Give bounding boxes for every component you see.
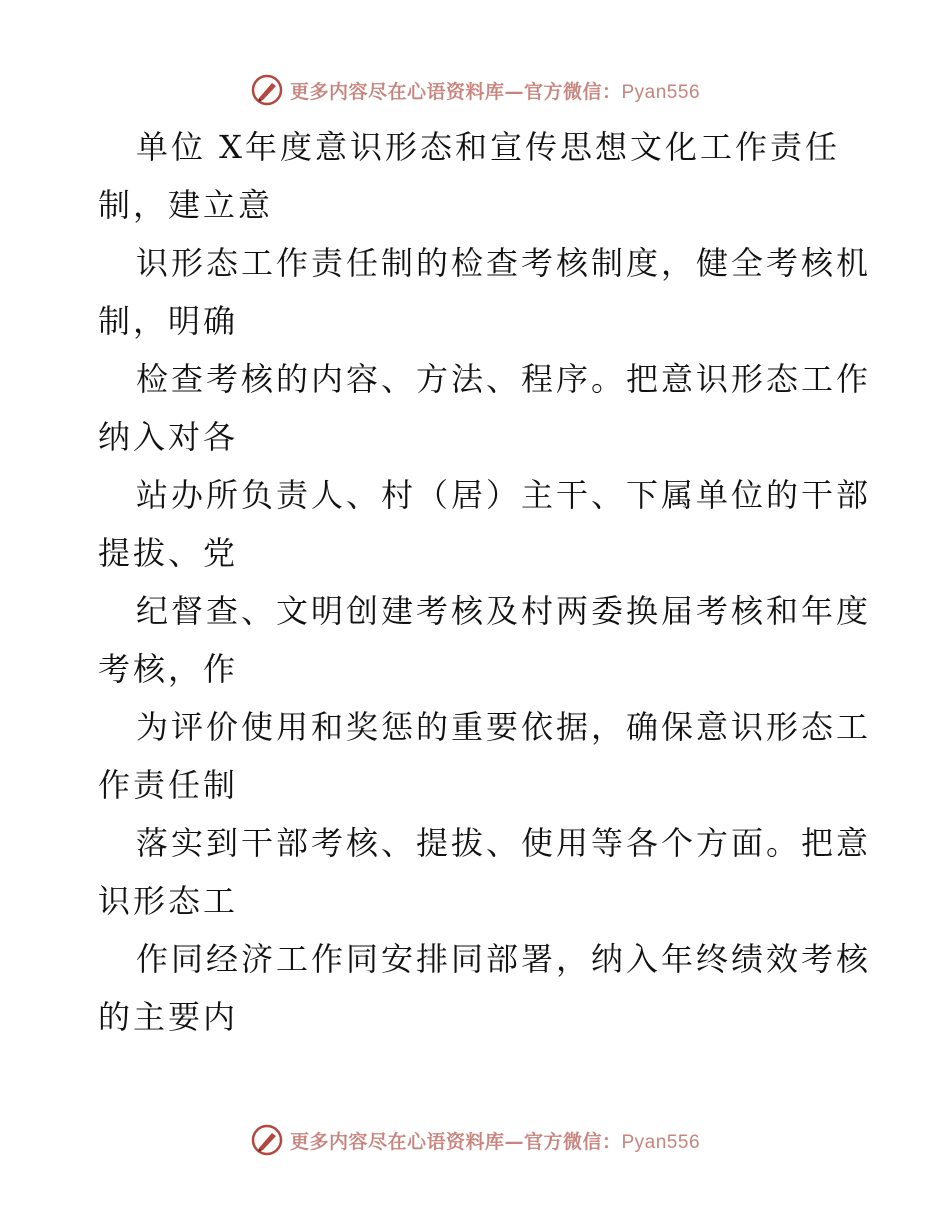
paragraph-line: 落实到干部考核、提拔、使用等各个方面。把意 bbox=[136, 824, 872, 862]
paragraph-line: 检查考核的内容、方法、程序。把意识形态工作 bbox=[136, 360, 872, 398]
paragraph-2 bbox=[98, 234, 872, 350]
paragraph-line: 为评价使用和奖惩的重要依据，确保意识形态工 bbox=[136, 708, 872, 746]
paragraph-line: 纳入对各 bbox=[98, 418, 239, 456]
paragraph-line: 纪督查、文明创建考核及村两委换届考核和年度 bbox=[136, 592, 872, 630]
paragraph-line: 的主要内 bbox=[98, 998, 239, 1036]
paragraph-line: 站办所负责人、村（居）主干、下属单位的干部 bbox=[136, 476, 872, 514]
footer-banner-text bbox=[290, 1127, 700, 1154]
pen-circle-icon bbox=[250, 1123, 284, 1157]
paragraph-line: 识形态工 bbox=[98, 882, 239, 920]
paragraph-line: 考核，作 bbox=[98, 650, 239, 688]
paragraph-7 bbox=[98, 814, 872, 930]
document-body bbox=[98, 118, 872, 1046]
paragraph-8 bbox=[98, 930, 872, 1046]
footer-banner-label: 更多内容尽在心语资料库—官方微信： bbox=[289, 1130, 622, 1153]
footer-banner-id: Pyan556 bbox=[621, 1131, 701, 1153]
paragraph-4 bbox=[98, 466, 872, 582]
paragraph-3 bbox=[98, 350, 872, 466]
paragraph-1 bbox=[98, 118, 858, 234]
paragraph-line: 单位 X年度意识形态和宣传思想文化工作责任 bbox=[136, 128, 840, 166]
paragraph-line: 制，明确 bbox=[98, 302, 239, 340]
footer-banner bbox=[0, 1120, 950, 1160]
paragraph-6 bbox=[98, 698, 872, 814]
paragraph-line: 作同经济工作同安排同部署，纳入年终绩效考核 bbox=[136, 940, 872, 978]
paragraph-line: 制，建立意 bbox=[98, 186, 274, 224]
pen-circle-icon bbox=[250, 73, 284, 107]
header-banner bbox=[0, 70, 950, 110]
paragraph-line: 提拔、党 bbox=[98, 534, 239, 572]
paragraph-line: 作责任制 bbox=[98, 766, 239, 804]
paragraph-5 bbox=[98, 582, 872, 698]
header-banner-text bbox=[290, 77, 700, 104]
header-banner-label: 更多内容尽在心语资料库—官方微信： bbox=[289, 80, 622, 103]
paragraph-line: 识形态工作责任制的检查考核制度，健全考核机 bbox=[136, 244, 872, 282]
header-banner-id: Pyan556 bbox=[621, 81, 701, 103]
